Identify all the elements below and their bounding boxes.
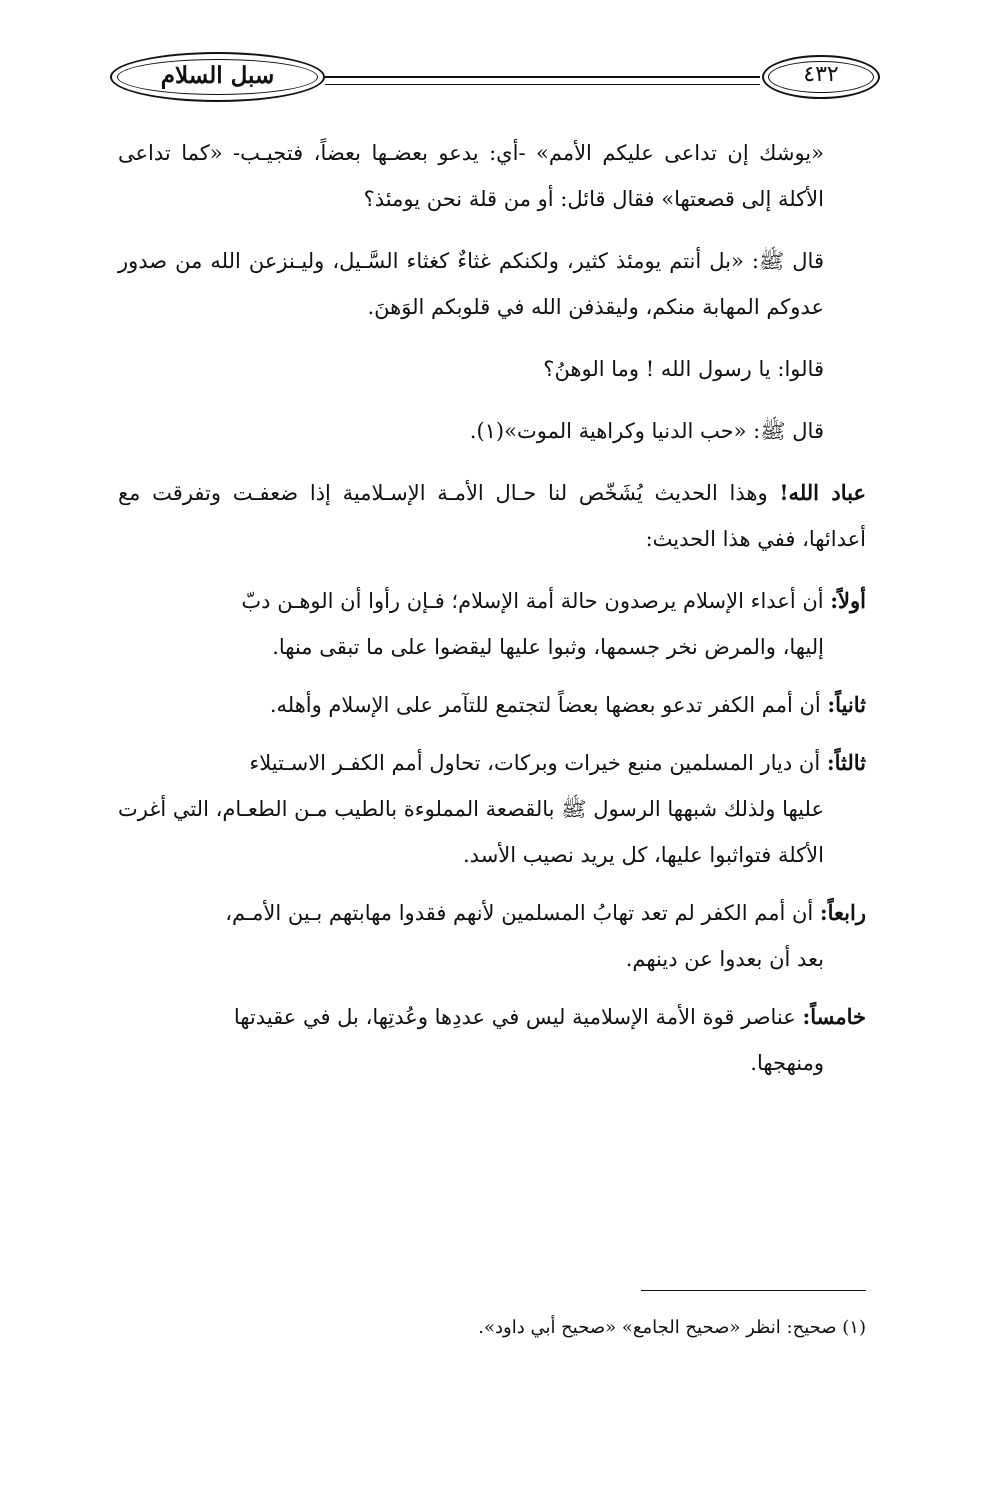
hadith-paragraph-2: قال ﷺ: «بل أنتم يومئذ كثير، ولكنكم غثاءٌ كغثاء السَّـيل، وليـنزعن الله من صدور عدوكم المهابة منكم، وليقذفن الله في قلوبكم الوَهنَ. xyxy=(118,249,824,319)
page-number-frame xyxy=(762,55,880,99)
title-frame xyxy=(110,52,325,102)
point-2 xyxy=(118,682,866,728)
point-label: ثالثاً: xyxy=(826,750,866,775)
point-text: أن أمم الكفر تدعو بعضها بعضاً لتجتمع للتآمر على الإسلام وأهله. xyxy=(269,693,828,717)
point-text: أن أعداء الإسلام يرصدون حالة أمة الإسلام؛ فـإن رأوا أن الوهـن دبّ xyxy=(241,589,831,613)
intro-text: وهذا الحديث يُشَخّص لنا حـال الأمـة الإسـلامية إذا ضعفـت وتفرقت مع أعدائها، ففي هذا الحديث: xyxy=(118,481,866,551)
hadith-paragraph-1: «يوشك إن تداعى عليكم الأمم» -أي: يدعو بعضـها بعضاً، فتجيـب- «كما تداعى الأكلة إلى قصعتها» فقال قائل: أو من قلة نحن يومئذ؟ xyxy=(118,141,824,211)
point-continuation: ومنهجها. xyxy=(750,1051,824,1075)
point-continuation: بعد أن بعدوا عن دينهم. xyxy=(625,947,824,971)
intro-lead: عباد الله! xyxy=(779,480,866,505)
page-number: ٤٣٢ xyxy=(803,62,839,87)
point-text: أن ديار المسلمين منبع خيرات وبركات، تحاول أمم الكفـر الاسـتيلاء xyxy=(249,751,827,775)
hadith-paragraph-3: قالوا: يا رسول الله ! وما الوهنُ؟ xyxy=(543,357,824,381)
point-text: أن أمم الكفر لم تعد تهابُ المسلمين لأنهم فقدوا مهابتهم بـين الأمـم، xyxy=(225,901,820,925)
point-5 xyxy=(118,994,866,1086)
header-rule xyxy=(325,76,760,85)
point-4 xyxy=(118,890,866,982)
page-body xyxy=(118,130,866,1098)
point-label: خامساً: xyxy=(802,1004,866,1029)
point-text: عناصر قوة الأمة الإسلامية ليس في عددِها وعُدتِها، بل في عقيدتها xyxy=(233,1005,803,1029)
page-header xyxy=(110,52,880,104)
point-continuation: إليها، والمرض نخر جسمها، وثبوا عليها ليقضوا على ما تبقى منها. xyxy=(272,635,824,659)
footnote-separator xyxy=(641,1290,866,1291)
hadith-paragraph-4: قال ﷺ: «حب الدنيا وكراهية الموت»(١). xyxy=(469,419,824,443)
point-1 xyxy=(118,578,866,670)
intro-paragraph xyxy=(118,470,866,562)
footnote: (١) صحيح: انظر «صحيح الجامع» «صحيح أبي داود». xyxy=(478,1317,866,1338)
point-label: ثانياً: xyxy=(827,692,866,717)
book-title: سبل السلام xyxy=(160,62,275,89)
point-continuation: عليها ولذلك شبهها الرسول ﷺ بالقصعة المملوءة بالطيب مـن الطعـام، التي أغرت الأكلة فتواثبوا عليها، كل يريد نصيب الأسد. xyxy=(117,797,824,867)
point-label: رابعاً: xyxy=(819,900,866,925)
point-3 xyxy=(118,740,866,878)
point-label: أولاً: xyxy=(830,588,866,613)
